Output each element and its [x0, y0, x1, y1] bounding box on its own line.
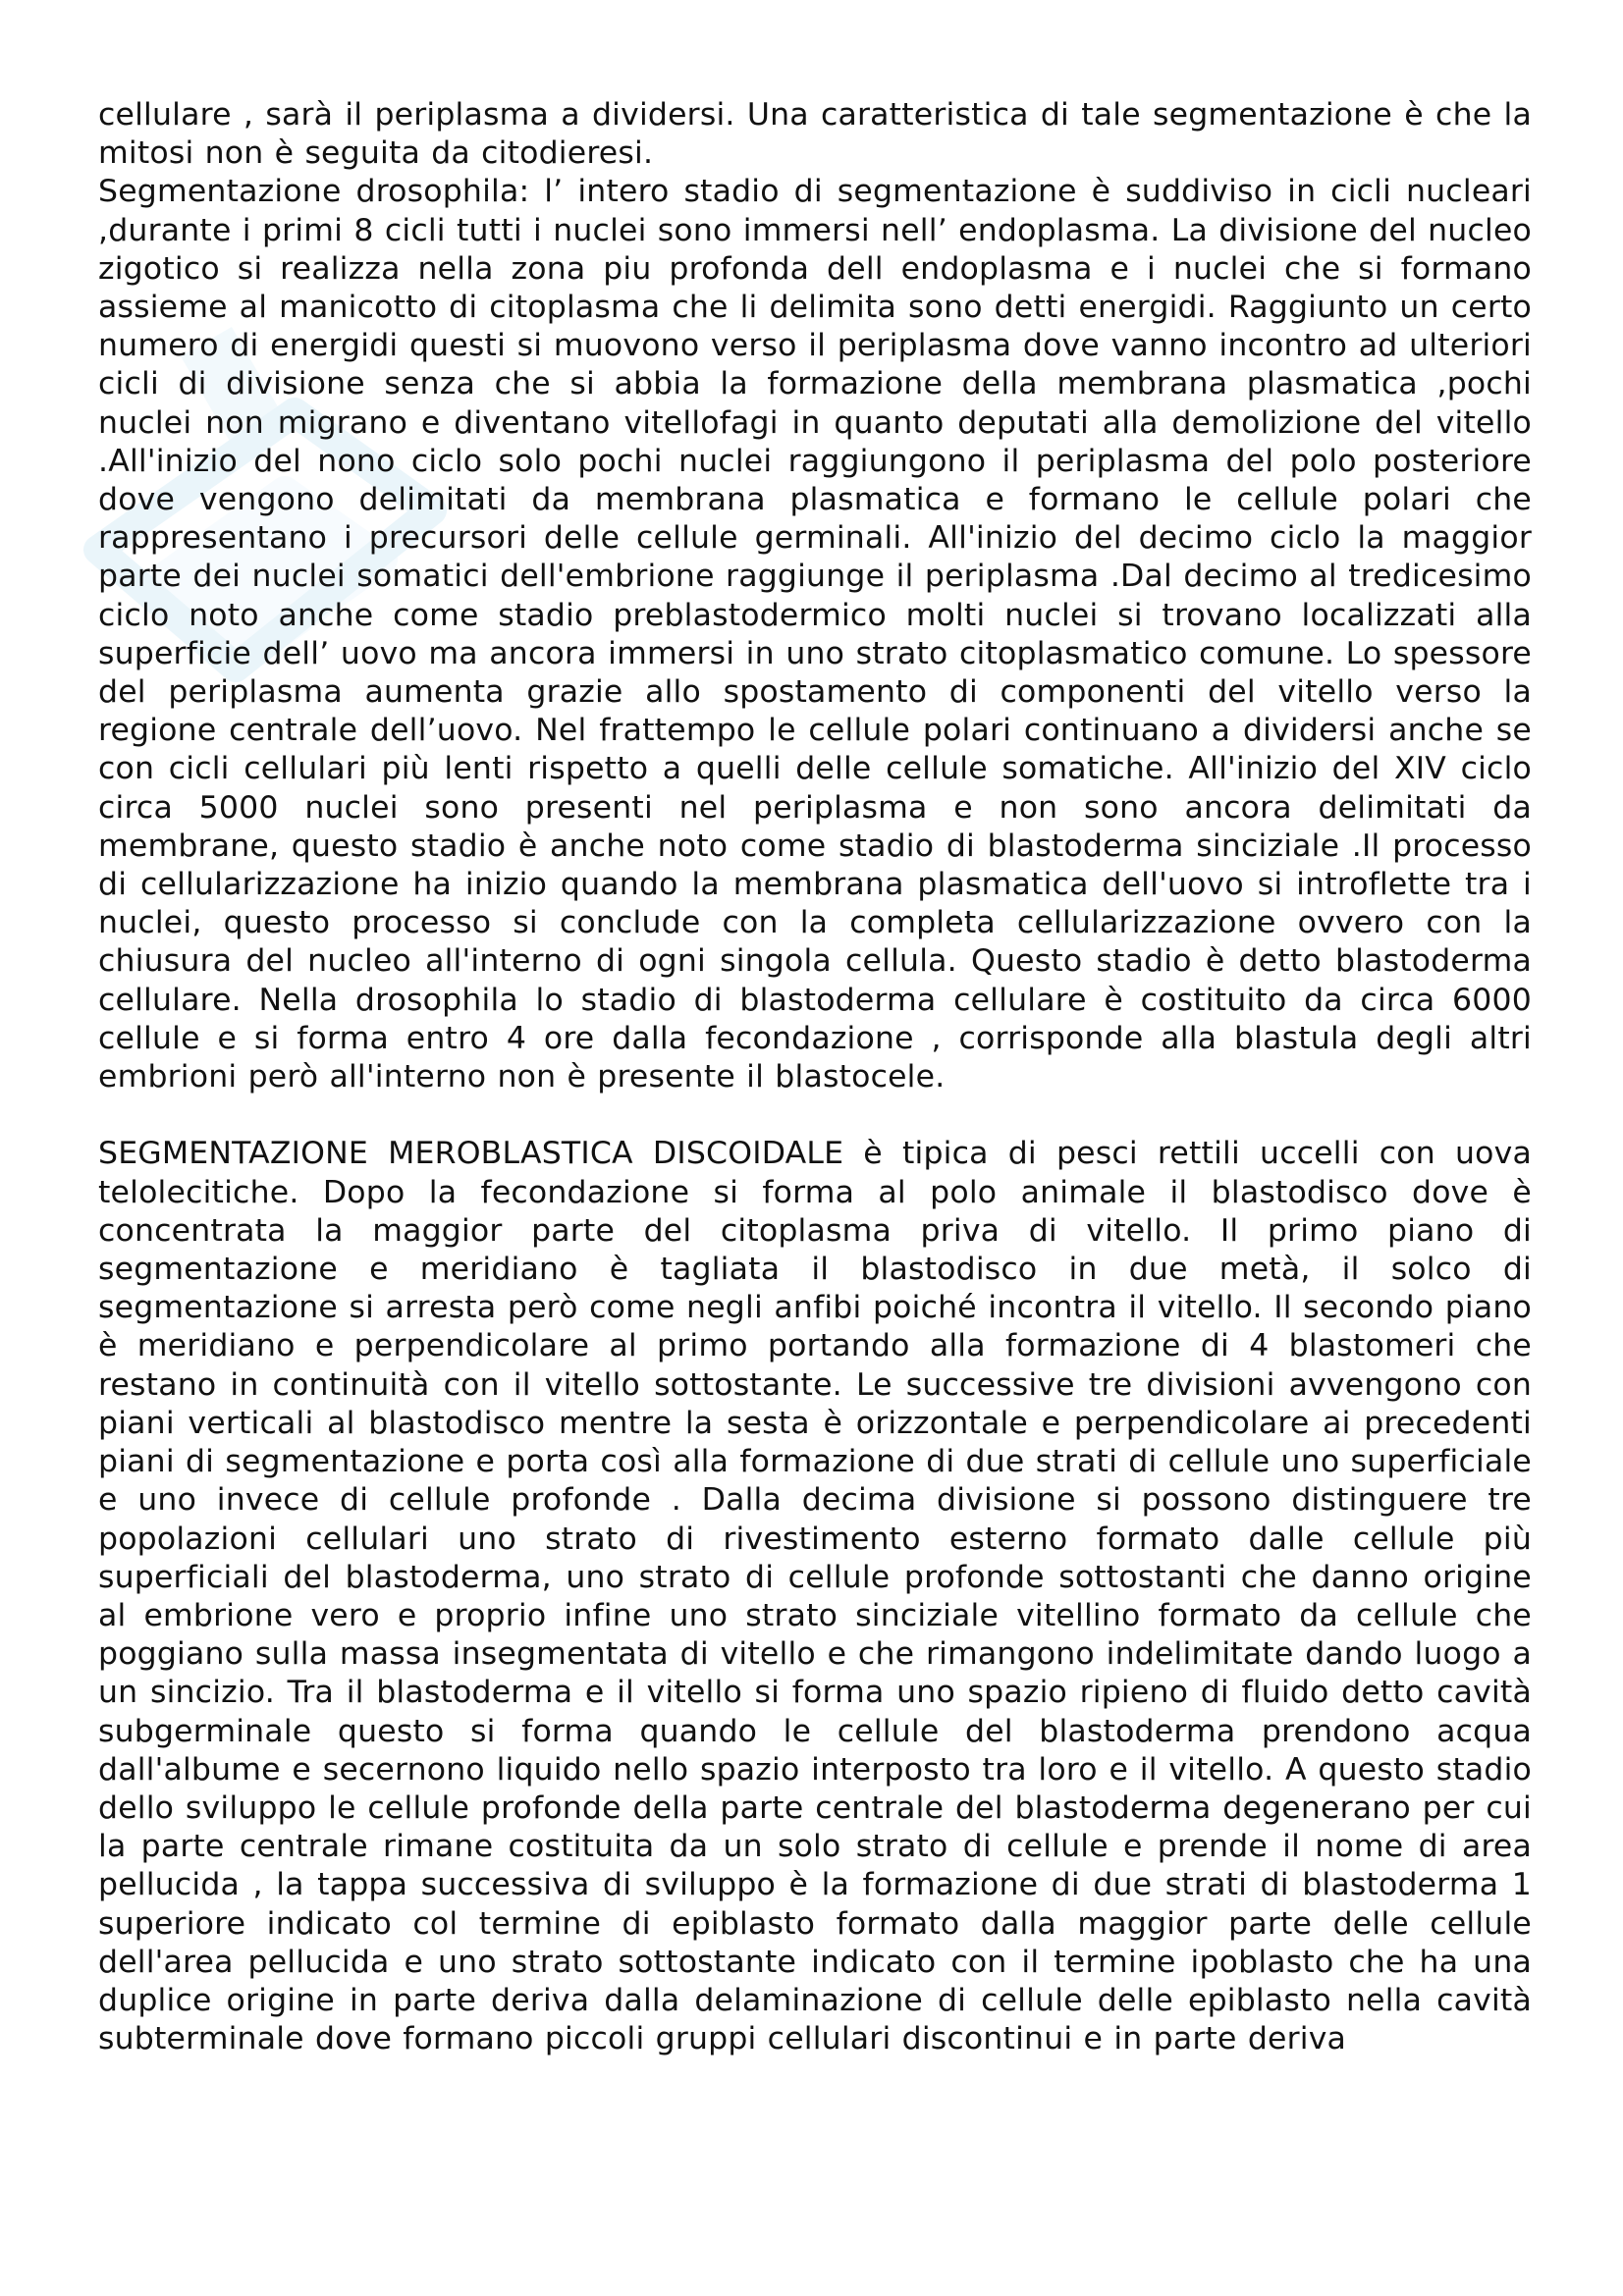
paragraph-meroblastica: SEGMENTAZIONE MEROBLASTICA DISCOIDALE è tipica di pesci rettili uccelli con uova telolecitiche. Dopo la fecondazione si forma al polo animale il blastodisco dove è concentrata la maggior parte del citoplasma priva di vitello. Il primo piano di segmentazione e meridiano è tagliata il blastodisco in due metà, il solco di segmentazione si arresta però come negli anfibi poiché incontra il vitello. Il secondo piano è meridiano e perpendicolare al primo portando alla formazione di 4 blastomeri che restano in continuità con il vitello sottostante. Le successive tre divisioni avvengono con piani verticali al blastodisco mentre la sesta è orizzontale e perpendicolare ai precedenti piani di segmentazione e porta così alla formazione di due strati di cellule uno superficiale e uno invece di cellule profonde . Dalla decima divisione si possono distinguere tre popolazioni cellulari uno strato di rivestimento esterno formato dalle cellule più superficiali del blastoderma, uno strato di cellule profonde sottostanti che danno origine al embrione vero e proprio infine uno strato sinciziale vitellino formato da cellule che poggiano sulla massa insegmentata di vitello e che rimangono indelimitate dando luogo a un sincizio. Tra il blastoderma e il vitello si forma uno spazio ripieno di fluido detto cavità subgerminale questo si forma quando le cellule del blastoderma prendono acqua dall'albume e secernono liquido nello spazio interposto tra loro e il vitello. A questo stadio dello sviluppo le cellule profonde della parte centrale del blastoderma degenerano per cui la parte centrale rimane costituita da un solo strato di cellule e prende il nome di area pellucida , la tappa successiva di sviluppo è la formazione di due strati di blastoderma 1 superiore indicato col termine di epiblasto formato dalla maggior parte delle cellule dell'area pellucida e uno strato sottostante indicato con il termine ipoblasto che ha una duplice origine in parte deriva dalla delaminazione di cellule delle epiblasto nella cavità subterminale dove formano piccoli gruppi cellulari discontinui e in parte deriva [98, 1136, 1532, 2057]
document-body [98, 96, 1532, 2058]
paragraph-drosophila: Segmentazione drosophila: l’ intero stadio di segmentazione è suddiviso in cicli nucleari ,durante i primi 8 cicli tutti i nuclei sono immersi nell’ endoplasma. La divisione del nucleo zigotico si realizza nella zona piu profonda dell endoplasma e i nuclei che si formano assieme al manicotto di citoplasma che li delimita sono detti energidi. Raggiunto un certo numero di energidi questi si muovono verso il periplasma dove vanno incontro ad ulteriori cicli di divisione senza che si abbia la formazione della membrana plasmatica ,pochi nuclei non migrano e diventano vitellofagi in quanto deputati alla demolizione del vitello .All'inizio del nono ciclo solo pochi nuclei raggiungono il periplasma del polo posteriore dove vengono delimitati da membrana plasmatica e formano le cellule polari che rappresentano i precursori delle cellule germinali. All'inizio del decimo ciclo la maggior parte dei nuclei somatici dell'embrione raggiunge il periplasma .Dal decimo al tredicesimo ciclo noto anche come stadio preblastodermico molti nuclei si trovano localizzati alla superficie dell’ uovo ma ancora immersi in uno strato citoplasmatico comune. Lo spessore del periplasma aumenta grazie allo spostamento di componenti del vitello verso la regione centrale dell’uovo. Nel frattempo le cellule polari continuano a dividersi anche se con cicli cellulari più lenti rispetto a quelli delle cellule somatiche. All'inizio del XIV ciclo circa 5000 nuclei sono presenti nel periplasma e non sono ancora delimitati da membrane, questo stadio è anche noto come stadio di blastoderma sinciziale .Il processo di cellularizzazione ha inizio quando la membrana plasmatica dell'uovo si introflette tra i nuclei, questo processo si conclude con la completa cellularizzazione ovvero con la chiusura del nucleo all'interno di ogni singola cellula. Questo stadio è detto blastoderma cellulare. Nella drosophila lo stadio di blastoderma cellulare è costituito da circa 6000 cellule e si forma entro 4 ore dalla fecondazione , corrisponde alla blastula degli altri embrioni però all'interno non è presente il blastocele. [98, 174, 1532, 1095]
paragraph-gap [98, 1096, 1532, 1135]
paragraph-intro: cellulare , sarà il periplasma a dividersi. Una caratteristica di tale segmentazione è che la mitosi non è seguita da citodieresi. [98, 97, 1532, 172]
